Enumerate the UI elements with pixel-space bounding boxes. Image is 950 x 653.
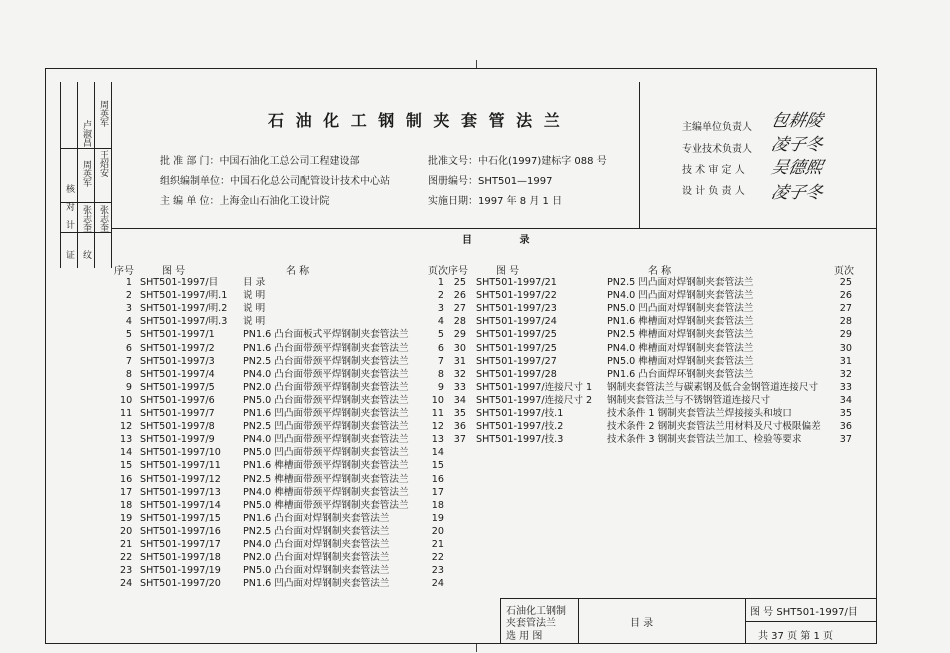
toc-row-drawing: SHT501-1997/2: [140, 342, 215, 354]
col-header-drawing: 图 号: [496, 266, 520, 277]
toc-row-no: 16: [120, 473, 133, 485]
sidebar-name: 张志奎: [81, 205, 91, 232]
toc-row-drawing: SHT501-1997/12: [140, 473, 221, 485]
toc-row-drawing: SHT501-1997/22: [476, 290, 557, 302]
toc-row-page: 9: [437, 381, 444, 393]
toc-row-page: 32: [839, 368, 852, 380]
header-rule: [112, 228, 877, 229]
toc-row-drawing: SHT501-1997/14: [140, 499, 221, 511]
toc-row-drawing: SHT501-1997/明.2: [140, 303, 228, 315]
toc-row-page: 31: [839, 355, 852, 367]
toc-row-no: 10: [120, 394, 133, 406]
toc-row-name: PN1.6 凸台面板式平焊钢制夹套管法兰: [243, 329, 409, 341]
toc-row-no: 25: [453, 277, 466, 288]
toc-row-name: PN1.6 榫槽面对焊钢制夹套管法兰: [607, 316, 754, 328]
toc-row-page: 20: [431, 525, 444, 537]
toc-row-no: 27: [453, 303, 466, 315]
sidebar-name: 卢淑昌: [81, 120, 91, 147]
toc-title: 目 录: [462, 235, 552, 246]
toc-row-drawing: SHT501-1997/明.3: [140, 316, 228, 328]
toc-row-drawing: SHT501-1997/技.1: [476, 408, 564, 419]
approval-doc: 批准文号：中石化(1997)建标字 088 号: [428, 156, 607, 167]
toc-row-drawing: SHT501-1997/目: [140, 277, 219, 288]
editor-unit: 主 编 单 位：上海金山石油化工设计院: [160, 196, 330, 207]
usage-label: 选 用 图: [506, 631, 543, 642]
toc-row-name: PN5.0 榫槽面对焊钢制夹套管法兰: [607, 355, 754, 367]
sign-role: 专业技术负责人: [682, 144, 752, 155]
toc-row-name: PN2.5 凸台面带颈平焊钢制夹套管法兰: [243, 355, 409, 367]
col-header-name: 名 称: [648, 266, 672, 277]
toc-row-no: 32: [453, 368, 466, 380]
sidebar-name: 王炤安: [98, 150, 108, 177]
toc-row-no: 3: [125, 303, 132, 315]
sidebar-col-labels: [61, 82, 78, 268]
toc-row-drawing: SHT501-1997/18: [140, 552, 221, 564]
toc-row-drawing: SHT501-1997/连接尺寸 1: [476, 381, 593, 393]
toc-row-name: PN5.0 凸台面带颈平焊钢制夹套管法兰: [243, 394, 409, 406]
toc-row-page: 14: [431, 447, 444, 459]
effective-date: 实施日期：1997 年 8 月 1 日: [428, 196, 563, 207]
book-title-1: 石油化工钢制: [506, 606, 566, 617]
toc-row-no: 23: [120, 565, 133, 577]
toc-row-drawing: SHT501-1997/19: [140, 565, 221, 577]
toc-row-drawing: SHT501-1997/25: [476, 329, 557, 341]
col-header-name: 名 称: [286, 266, 310, 277]
toc-row-page: 11: [431, 408, 444, 419]
sidebar-label: 计: [64, 220, 74, 229]
toc-row-drawing: SHT501-1997/连接尺寸 2: [476, 394, 593, 406]
toc-row-name: PN1.6 凹凸面对焊钢制夹套管法兰: [243, 578, 390, 590]
toc-row-no: 29: [453, 329, 466, 341]
toc-row-no: 33: [453, 381, 466, 393]
toc-row-no: 28: [453, 316, 466, 328]
toc-row-page: 24: [431, 578, 444, 590]
title-block-rule: [500, 598, 501, 644]
toc-row-no: 22: [120, 552, 133, 564]
compile-unit: 组织编制单位：中国石化总公司配管设计技术中心站: [160, 176, 390, 187]
page-title: 石 油 化 工 钢 制 夹 套 管 法 兰: [268, 111, 563, 130]
toc-row-drawing: SHT501-1997/3: [140, 355, 215, 367]
toc-row-name: PN4.0 榫槽面对焊钢制夹套管法兰: [607, 342, 754, 354]
toc-row-name: PN1.6 凹凸面带颈平焊钢制夹套管法兰: [243, 408, 409, 419]
toc-row-page: 8: [437, 368, 444, 380]
toc-row-no: 8: [125, 368, 132, 380]
toc-row-drawing: SHT501-1997/23: [476, 303, 557, 315]
toc-row-page: 12: [431, 421, 444, 433]
sidebar-rule: [60, 148, 112, 149]
toc-row-drawing: SHT501-1997/5: [140, 381, 215, 393]
toc-row-drawing: SHT501-1997/27: [476, 355, 557, 367]
sidebar-rule: [60, 232, 112, 233]
toc-row-page: 1: [437, 277, 444, 288]
toc-row-no: 5: [125, 329, 132, 341]
toc-row-no: 24: [120, 578, 133, 590]
toc-row-page: 6: [437, 342, 444, 354]
toc-row-page: 19: [431, 512, 444, 524]
toc-row-page: 25: [839, 277, 852, 288]
toc-row-no: 20: [120, 525, 133, 537]
toc-row-no: 30: [453, 342, 466, 354]
toc-row-drawing: SHT501-1997/13: [140, 486, 221, 498]
toc-row-drawing: SHT501-1997/技.3: [476, 434, 564, 446]
sheet-name: 目 录: [630, 618, 654, 629]
toc-row-name: PN2.0 凸台面对焊钢制夹套管法兰: [243, 552, 390, 564]
toc-row-page: 29: [839, 329, 852, 341]
toc-row-no: 36: [453, 421, 466, 433]
toc-row-no: 4: [125, 316, 132, 328]
toc-row-name: 技术条件 1 钢制夹套管法兰焊接接头和坡口: [607, 408, 792, 419]
approve-dept: 批 准 部 门：中国石油化工总公司工程建设部: [160, 156, 360, 167]
sign-role: 技 术 审 定 人: [682, 165, 745, 176]
toc-row-drawing: SHT501-1997/11: [140, 460, 221, 472]
toc-row-name: PN5.0 凹凸面带颈平焊钢制夹套管法兰: [243, 447, 409, 459]
toc-row-name: PN1.6 凸台面焊环钢制夹套管法兰: [607, 368, 754, 380]
toc-row-name: PN4.0 凸台面对焊钢制夹套管法兰: [243, 539, 390, 550]
toc-row-no: 12: [120, 421, 133, 433]
toc-row-name: PN2.5 榫槽面对焊钢制夹套管法兰: [607, 329, 754, 341]
toc-row-drawing: SHT501-1997/技.2: [476, 421, 564, 433]
signature: 凌子冬: [769, 183, 825, 203]
sidebar-label: 证: [64, 250, 74, 259]
toc-row-name: PN2.5 凹凸面对焊钢制夹套管法兰: [607, 277, 754, 288]
toc-row-drawing: SHT501-1997/16: [140, 525, 221, 537]
toc-row-no: 31: [453, 355, 466, 367]
sign-role: 设 计 负 责 人: [682, 186, 745, 197]
toc-row-drawing: SHT501-1997/6: [140, 394, 215, 406]
toc-row-no: 6: [125, 342, 132, 354]
col-header-page: 页次: [834, 266, 854, 277]
toc-row-name: PN2.5 榫槽面带颈平焊钢制夹套管法兰: [243, 473, 409, 485]
toc-row-page: 3: [437, 303, 444, 315]
signature: 凌子冬: [769, 135, 825, 155]
toc-row-drawing: SHT501-1997/8: [140, 421, 215, 433]
toc-row-page: 18: [431, 499, 444, 511]
drawing-number: 图 号 SHT501-1997/目: [750, 607, 858, 618]
toc-row-page: 10: [431, 394, 444, 406]
toc-row-name: PN4.0 凹凸面对焊钢制夹套管法兰: [607, 290, 754, 302]
title-block-rule: [745, 621, 877, 622]
toc-row-name: PN5.0 凹凸面对焊钢制夹套管法兰: [607, 303, 754, 315]
toc-row-drawing: SHT501-1997/24: [476, 316, 557, 328]
toc-row-page: 23: [431, 565, 444, 577]
toc-row-no: 7: [125, 355, 132, 367]
toc-row-drawing: SHT501-1997/9: [140, 434, 215, 446]
toc-row-no: 19: [120, 512, 133, 524]
sidebar-label: 纹: [81, 250, 91, 259]
title-block-rule: [578, 598, 579, 644]
sidebar-name: 周英军: [98, 100, 108, 127]
sidebar-name: 张志奎: [98, 205, 108, 232]
signature: 包耕陵: [769, 111, 825, 131]
toc-row-no: 2: [125, 290, 132, 302]
toc-row-drawing: SHT501-1997/25: [476, 342, 557, 354]
sidebar-label: 核: [64, 184, 74, 193]
book-title-2: 夹套管法兰: [506, 618, 556, 629]
toc-row-page: 21: [431, 539, 444, 550]
toc-row-no: 18: [120, 499, 133, 511]
toc-row-name: PN4.0 凸台面带颈平焊钢制夹套管法兰: [243, 368, 409, 380]
toc-row-page: 7: [437, 355, 444, 367]
toc-row-name: PN2.5 凹凸面带颈平焊钢制夹套管法兰: [243, 421, 409, 433]
toc-row-page: 37: [839, 434, 852, 446]
toc-row-page: 17: [431, 486, 444, 498]
toc-row-no: 17: [120, 486, 133, 498]
sign-role: 主编单位负责人: [682, 122, 752, 133]
toc-row-name: 目 录: [243, 277, 266, 288]
toc-row-no: 26: [453, 290, 466, 302]
sidebar-label: 对: [64, 202, 74, 211]
toc-row-page: 13: [431, 434, 444, 446]
toc-row-drawing: SHT501-1997/15: [140, 512, 221, 524]
toc-row-drawing: SHT501-1997/21: [476, 277, 557, 288]
page-count: 共 37 页 第 1 页: [758, 631, 833, 642]
toc-row-no: 35: [453, 408, 466, 419]
toc-row-name: PN4.0 凹凸面带颈平焊钢制夹套管法兰: [243, 434, 409, 446]
sidebar-name: 周英军: [81, 160, 91, 187]
toc-row-page: 34: [839, 394, 852, 406]
toc-row-name: 技术条件 3 钢制夹套管法兰加工、检验等要求: [607, 434, 802, 446]
toc-row-name: PN1.6 凸台面带颈平焊钢制夹套管法兰: [243, 342, 409, 354]
toc-row-page: 5: [437, 329, 444, 341]
col-header-drawing: 图 号: [162, 266, 186, 277]
toc-row-page: 2: [437, 290, 444, 302]
toc-row-no: 15: [120, 460, 133, 472]
toc-row-no: 1: [125, 277, 132, 288]
toc-row-drawing: SHT501-1997/7: [140, 408, 215, 419]
col-header-no: 序号: [114, 266, 134, 277]
toc-row-name: PN2.0 凸台面带颈平焊钢制夹套管法兰: [243, 381, 409, 393]
toc-row-page: 26: [839, 290, 852, 302]
col-header-page-no: 页次序号: [428, 266, 468, 277]
toc-row-page: 4: [437, 316, 444, 328]
toc-row-name: 技术条件 2 钢制夹套管法兰用材料及尺寸极限偏差: [607, 421, 821, 433]
toc-row-drawing: SHT501-1997/明.1: [140, 290, 228, 302]
toc-row-drawing: SHT501-1997/20: [140, 578, 221, 590]
toc-row-name: PN1.6 凸台面对焊钢制夹套管法兰: [243, 512, 390, 524]
center-tick-top: [476, 60, 477, 68]
toc-row-drawing: SHT501-1997/4: [140, 368, 215, 380]
toc-row-page: 15: [431, 460, 444, 472]
toc-row-page: 28: [839, 316, 852, 328]
toc-row-drawing: SHT501-1997/10: [140, 447, 221, 459]
toc-row-drawing: SHT501-1997/28: [476, 368, 557, 380]
toc-row-page: 30: [839, 342, 852, 354]
toc-row-name: PN5.0 榫槽面带颈平焊钢制夹套管法兰: [243, 499, 409, 511]
toc-row-name: PN4.0 榫槽面带颈平焊钢制夹套管法兰: [243, 486, 409, 498]
signature: 吴德熙: [769, 158, 825, 178]
toc-row-name: 说 明: [243, 290, 266, 302]
toc-row-drawing: SHT501-1997/17: [140, 539, 221, 550]
toc-row-page: 27: [839, 303, 852, 315]
toc-row-name: 钢制夹套管法兰与不锈钢管道连接尺寸: [607, 394, 771, 406]
toc-row-no: 11: [120, 408, 133, 419]
toc-row-drawing: SHT501-1997/1: [140, 329, 215, 341]
toc-row-no: 34: [453, 394, 466, 406]
toc-row-page: 16: [431, 473, 444, 485]
toc-row-name: PN1.6 榫槽面带颈平焊钢制夹套管法兰: [243, 460, 409, 472]
toc-row-name: PN2.5 凸台面对焊钢制夹套管法兰: [243, 525, 390, 537]
atlas-no: 图册编号：SHT501—1997: [428, 176, 553, 187]
toc-row-page: 36: [839, 421, 852, 433]
toc-row-no: 9: [125, 381, 132, 393]
center-tick-bottom: [476, 644, 477, 652]
toc-row-page: 35: [839, 408, 852, 419]
toc-row-name: PN5.0 凸台面对焊钢制夹套管法兰: [243, 565, 390, 577]
toc-row-page: 33: [839, 381, 852, 393]
toc-row-name: 说 明: [243, 303, 266, 315]
toc-row-no: 21: [120, 539, 133, 550]
toc-row-no: 13: [120, 434, 133, 446]
toc-row-name: 说 明: [243, 316, 266, 328]
toc-row-page: 22: [431, 552, 444, 564]
toc-row-no: 37: [453, 434, 466, 446]
toc-row-name: 钢制夹套管法兰与碳素钢及低合金钢管道连接尺寸: [607, 381, 819, 393]
toc-row-no: 14: [120, 447, 133, 459]
